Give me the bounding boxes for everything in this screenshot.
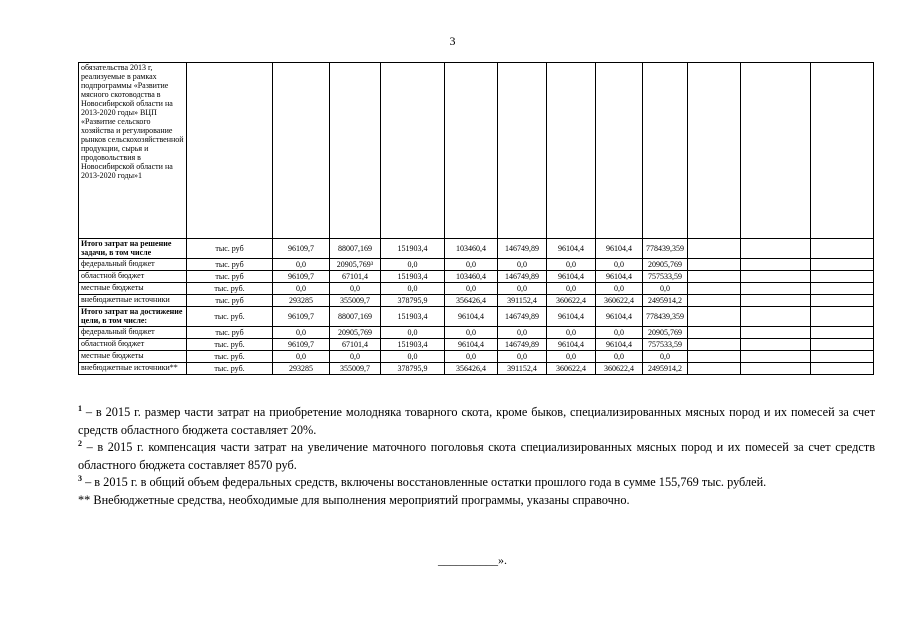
table-cell-name: внебюджетные источники**: [79, 363, 187, 375]
table-cell-name: местные бюджеты: [79, 283, 187, 295]
table-cell-empty: [811, 363, 874, 375]
table-cell-value: 0,0: [498, 283, 547, 295]
table-cell-value: 356426,4: [445, 363, 498, 375]
table-cell-empty: [811, 351, 874, 363]
table-cell-empty: [811, 307, 874, 327]
table-cell-empty: [811, 295, 874, 307]
table-cell-value: 0,0: [273, 259, 330, 271]
table-cell-empty: [741, 63, 811, 239]
table-cell-empty: [741, 239, 811, 259]
budget-table: [78, 62, 874, 375]
page-number: 3: [449, 34, 456, 48]
table-cell-value: 96104,4: [596, 239, 643, 259]
table-row: [79, 363, 874, 375]
table-cell-value: 151903,4: [381, 339, 445, 351]
table-cell-value: 0,0: [330, 351, 381, 363]
table-cell-unit: тыс. руб.: [187, 283, 273, 295]
table-cell-value: 360622,4: [547, 295, 596, 307]
table-cell-value: 96104,4: [596, 339, 643, 351]
table-cell-value: 360622,4: [547, 363, 596, 375]
table-cell-empty: [741, 271, 811, 283]
table-cell-value: 0,0: [547, 283, 596, 295]
table-cell-value: 88007,169: [330, 239, 381, 259]
table-row: [79, 295, 874, 307]
table-cell-empty: [741, 363, 811, 375]
table-cell-value: 0,0: [445, 327, 498, 339]
table-cell-value: 0,0: [381, 327, 445, 339]
table-cell-value: 0,0: [547, 351, 596, 363]
footnote-3: [78, 474, 875, 492]
table-cell-empty: [811, 259, 874, 271]
table-cell-name: обязательства 2013 г, реализуемые в рамках подпрограммы «Развитие мясного скотоводства в Новосибирской области на 2013-2020 годы» ВЦП «Развитие сельского хозяйства и регулирование рынков сельскохозяйственной продукции, сырья и продовольствия в Новосибирской области на 2013-2020 годы»1: [79, 63, 187, 239]
closing-mark: __________».: [438, 553, 507, 567]
table-cell-value: 88007,169: [330, 307, 381, 327]
table-cell-name: местные бюджеты: [79, 351, 187, 363]
table-cell-value: 0,0: [381, 283, 445, 295]
table-cell-name: областной бюджет: [79, 271, 187, 283]
table-row: [79, 271, 874, 283]
table-cell-value: 0,0: [547, 327, 596, 339]
table-cell-empty: [688, 351, 741, 363]
table-cell-empty: [273, 63, 330, 239]
table-cell-value: 0,0: [596, 259, 643, 271]
table-cell-value: 96104,4: [596, 307, 643, 327]
table-cell-value: 96104,4: [547, 271, 596, 283]
footnote-1: [78, 404, 875, 439]
table-cell-unit: тыс. руб: [187, 327, 273, 339]
table-cell-value: 151903,4: [381, 239, 445, 259]
table-cell-value: 356426,4: [445, 295, 498, 307]
table-cell-value: 0,0: [381, 259, 445, 271]
table-cell-empty: [811, 63, 874, 239]
table-cell-empty: [498, 63, 547, 239]
table-cell-value: 2495914,2: [643, 295, 688, 307]
table-cell-name: Итого затрат на достижение цели, в том числе:: [79, 307, 187, 327]
table-cell-empty: [688, 63, 741, 239]
table-cell-value: 146749,89: [498, 239, 547, 259]
table-cell-empty: [688, 283, 741, 295]
table-cell-unit: тыс. руб: [187, 239, 273, 259]
table-row-intro: [79, 63, 874, 239]
table-row: [79, 327, 874, 339]
table-cell-name: внебюджетные источники: [79, 295, 187, 307]
table-cell-value: 391152,4: [498, 363, 547, 375]
table-cell-value: 20905,769: [643, 259, 688, 271]
table-cell-empty: [688, 239, 741, 259]
table-cell-value: 96104,4: [547, 307, 596, 327]
table-cell-value: 778439,359: [643, 239, 688, 259]
table-cell-value: 146749,89: [498, 339, 547, 351]
table-cell-empty: [741, 327, 811, 339]
table-cell-value: 0,0: [596, 327, 643, 339]
table-cell-empty: [811, 271, 874, 283]
table-cell-value: 96109,7: [273, 239, 330, 259]
table-cell-unit: тыс. руб.: [187, 351, 273, 363]
table-cell-empty: [741, 351, 811, 363]
table-cell-value: 20905,769: [643, 327, 688, 339]
table-cell-empty: [381, 63, 445, 239]
table-cell-value: 778439,359: [643, 307, 688, 327]
table-cell-name: областной бюджет: [79, 339, 187, 351]
table-cell-empty: [741, 259, 811, 271]
table-cell-empty: [688, 339, 741, 351]
table-cell-unit: тыс. руб.: [187, 339, 273, 351]
table-cell-unit: тыс. руб.: [187, 363, 273, 375]
table-cell-unit: тыс. руб.: [187, 307, 273, 327]
table-row: [79, 239, 874, 259]
table-cell-empty: [596, 63, 643, 239]
table-cell-value: 96104,4: [547, 239, 596, 259]
footnote-4: [78, 492, 875, 510]
table-cell-value: 0,0: [273, 327, 330, 339]
table-cell-value: 360622,4: [596, 295, 643, 307]
table-cell-empty: [741, 307, 811, 327]
table-cell-value: 293285: [273, 295, 330, 307]
table-cell-empty: [688, 327, 741, 339]
table-cell-value: 103460,4: [445, 239, 498, 259]
table-cell-name: Итого затрат на решение задачи, в том числе: [79, 239, 187, 259]
table-cell-value: 0,0: [643, 283, 688, 295]
table-cell-name: федеральный бюджет: [79, 327, 187, 339]
table-cell-value: 0,0: [596, 283, 643, 295]
table-cell-empty: [741, 339, 811, 351]
table-cell-empty: [811, 283, 874, 295]
table-cell-value: 0,0: [445, 351, 498, 363]
table-cell-value: 67101,4: [330, 271, 381, 283]
table-cell-empty: [547, 63, 596, 239]
footnote-mark: 1: [78, 403, 82, 413]
table-cell-empty: [688, 295, 741, 307]
table-row: [79, 351, 874, 363]
table-cell-value: 96104,4: [445, 339, 498, 351]
table-cell-empty: [187, 63, 273, 239]
table-cell-value: 96104,4: [445, 307, 498, 327]
table-cell-value: 151903,4: [381, 271, 445, 283]
table-cell-value: 146749,89: [498, 271, 547, 283]
footnote-text: – в 2015 г. компенсация части затрат на увеличение маточного поголовья скота специализированных мясных пород и их помесей за счет средств областного бюджета составляет 8570 руб.: [78, 440, 875, 472]
table-cell-value: 20905,769³: [330, 259, 381, 271]
table-cell-value: 96109,7: [273, 307, 330, 327]
table-cell-value: 96104,4: [547, 339, 596, 351]
table-cell-empty: [811, 339, 874, 351]
table-cell-empty: [688, 259, 741, 271]
table-cell-value: 0,0: [273, 283, 330, 295]
table-body: [79, 63, 874, 375]
table-cell-value: 0,0: [643, 351, 688, 363]
table-cell-value: 0,0: [273, 351, 330, 363]
table-cell-name: федеральный бюджет: [79, 259, 187, 271]
footnote-text: – в 2015 г. размер части затрат на приобретение молодняка товарного скота, кроме быков, специализированных мясных пород и их помесей за счет средств областного бюджета составляет 20%.: [78, 405, 875, 437]
table-cell-empty: [688, 363, 741, 375]
table-cell-value: 757533,59: [643, 271, 688, 283]
table-cell-empty: [445, 63, 498, 239]
table-row: [79, 259, 874, 271]
table-cell-empty: [811, 327, 874, 339]
footnote-mark: 2: [78, 438, 82, 448]
table-cell-unit: тыс. руб: [187, 295, 273, 307]
table-cell-empty: [741, 283, 811, 295]
table-cell-value: 0,0: [547, 259, 596, 271]
table-cell-unit: тыс. руб: [187, 271, 273, 283]
table-cell-value: 96104,4: [596, 271, 643, 283]
table-cell-empty: [688, 307, 741, 327]
table-cell-value: 0,0: [596, 351, 643, 363]
table-cell-value: 360622,4: [596, 363, 643, 375]
footnote-text: ** Внебюджетные средства, необходимые для выполнения мероприятий программы, указаны справочно.: [78, 492, 630, 507]
table-cell-value: 378795,9: [381, 363, 445, 375]
table-cell-empty: [330, 63, 381, 239]
footnote-2: [78, 439, 875, 474]
table-cell-value: 0,0: [445, 283, 498, 295]
table-cell-value: 378795,9: [381, 295, 445, 307]
footnote-mark: 3: [78, 473, 82, 483]
table-cell-empty: [643, 63, 688, 239]
table-cell-value: 355009,7: [330, 295, 381, 307]
table-cell-value: 103460,4: [445, 271, 498, 283]
table-cell-value: 151903,4: [381, 307, 445, 327]
table-cell-empty: [741, 295, 811, 307]
table-cell-value: 67101,4: [330, 339, 381, 351]
table-cell-value: 0,0: [498, 351, 547, 363]
table-cell-unit: тыс. руб: [187, 259, 273, 271]
table-cell-value: 355009,7: [330, 363, 381, 375]
table-cell-value: 0,0: [330, 283, 381, 295]
table-cell-value: 757533,59: [643, 339, 688, 351]
table-row: [79, 283, 874, 295]
footnotes: [78, 404, 875, 509]
table-cell-value: 20905,769: [330, 327, 381, 339]
table-cell-value: 0,0: [498, 327, 547, 339]
table-cell-value: 0,0: [381, 351, 445, 363]
table-row: [79, 339, 874, 351]
table-cell-empty: [688, 271, 741, 283]
table-cell-value: 391152,4: [498, 295, 547, 307]
table-cell-value: 293285: [273, 363, 330, 375]
table-cell-value: 2495914,2: [643, 363, 688, 375]
table-cell-value: 0,0: [445, 259, 498, 271]
table-row: [79, 307, 874, 327]
table-cell-empty: [811, 239, 874, 259]
table-cell-value: 146749,89: [498, 307, 547, 327]
table-cell-value: 96109,7: [273, 339, 330, 351]
table-cell-value: 96109,7: [273, 271, 330, 283]
footnote-text: – в 2015 г. в общий объем федеральных средств, включены восстановленные остатки прошлого года в сумме 155,769 тыс. рублей.: [82, 475, 767, 489]
table-cell-value: 0,0: [498, 259, 547, 271]
